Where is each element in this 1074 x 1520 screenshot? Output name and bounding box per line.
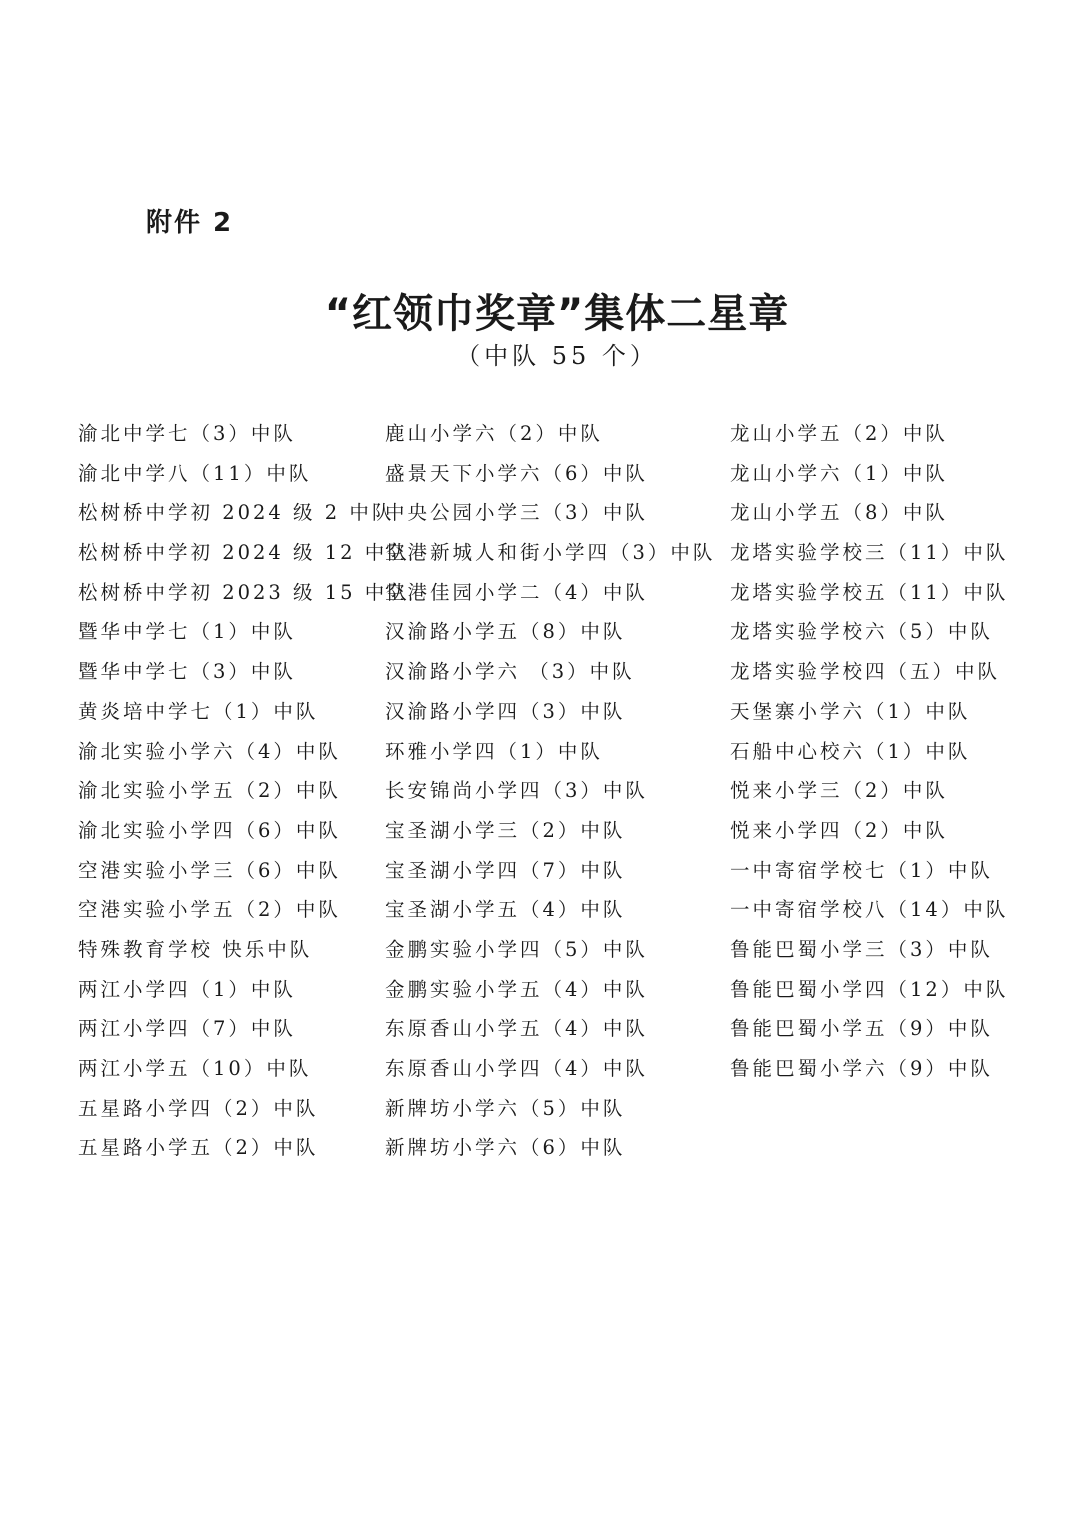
squadron-list-item: 宝圣湖小学四（7）中队 (385, 858, 626, 882)
squadron-list-item: 龙山小学六（1）中队 (730, 461, 948, 485)
squadron-list-item: 渝北实验小学四（6）中队 (78, 818, 341, 842)
squadron-list-item: 中央公园小学三（3）中队 (385, 501, 648, 525)
attachment-label: 附件 2 (146, 208, 234, 238)
squadron-list-item: 金鹏实验小学四（5）中队 (385, 937, 648, 961)
squadron-list-item: 龙塔实验学校六（5）中队 (730, 620, 993, 644)
squadron-list-item: 鲁能巴蜀小学五（9）中队 (730, 1017, 993, 1041)
document-subtitle: （中队 55 个） (456, 342, 658, 370)
squadron-list-item: 天堡寨小学六（1）中队 (730, 699, 971, 723)
squadron-list-item: 暨华中学七（3）中队 (78, 660, 296, 684)
squadron-list-item: 东原香山小学四（4）中队 (385, 1057, 648, 1080)
squadron-list-item: 龙塔实验学校三（11）中队 (730, 541, 1009, 565)
squadron-list-item: 空港实验小学五（2）中队 (78, 898, 341, 922)
squadron-list-item: 汉渝路小学四（3）中队 (385, 699, 626, 723)
squadron-list-item: 五星路小学四（2）中队 (78, 1096, 319, 1120)
squadron-list-item: 鲁能巴蜀小学六（9）中队 (730, 1057, 993, 1080)
document-title: “红领巾奖章”集体二星章 (324, 291, 790, 337)
squadron-list-item: 龙塔实验学校四（五）中队 (730, 660, 1001, 684)
squadron-list-item: 环雅小学四（1）中队 (385, 739, 603, 763)
squadron-list-item: 松树桥中学初 2024 级 2 中队 (78, 501, 395, 525)
squadron-list-item: 龙山小学五（2）中队 (730, 422, 948, 445)
squadron-list-column-3 (730, 418, 1008, 1093)
squadron-list-item: 松树桥中学初 2024 级 12 中队 (78, 541, 410, 565)
squadron-list-item: 宝圣湖小学三（2）中队 (385, 818, 626, 842)
squadron-list-item: 悦来小学三（2）中队 (730, 779, 948, 803)
squadron-list-item: 五星路小学五（2）中队 (78, 1136, 319, 1160)
squadron-list-item: 空港佳园小学二（4）中队 (385, 580, 648, 604)
squadron-list-item: 暨华中学七（1）中队 (78, 620, 296, 644)
squadron-list-item: 鲁能巴蜀小学三（3）中队 (730, 937, 993, 961)
squadron-list-item: 龙塔实验学校五（11）中队 (730, 580, 1009, 604)
squadron-list-item: 东原香山小学五（4）中队 (385, 1017, 648, 1041)
squadron-list-item: 渝北中学八（11）中队 (78, 461, 312, 485)
squadron-list-item: 松树桥中学初 2023 级 15 中队 (78, 580, 410, 604)
squadron-list-column-2 (385, 418, 715, 1172)
squadron-list-item: 渝北实验小学五（2）中队 (78, 779, 341, 803)
squadron-list-column-1 (78, 418, 410, 1172)
squadron-list-item: 盛景天下小学六（6）中队 (385, 461, 648, 485)
squadron-list-item: 悦来小学四（2）中队 (730, 818, 948, 842)
squadron-list-item: 汉渝路小学五（8）中队 (385, 620, 626, 644)
squadron-list-item: 渝北中学七（3）中队 (78, 422, 296, 445)
squadron-list-item: 新牌坊小学六（5）中队 (385, 1096, 626, 1120)
squadron-list-item: 汉渝路小学六 （3）中队 (385, 660, 635, 684)
squadron-list-item: 龙山小学五（8）中队 (730, 501, 948, 525)
squadron-list-item: 渝北实验小学六（4）中队 (78, 739, 341, 763)
squadron-list-item: 空港实验小学三（6）中队 (78, 858, 341, 882)
squadron-list-item: 两江小学四（1）中队 (78, 977, 296, 1001)
squadron-list-item: 石船中心校六（1）中队 (730, 739, 971, 763)
squadron-list-item: 长安锦尚小学四（3）中队 (385, 779, 648, 803)
squadron-list-item: 两江小学四（7）中队 (78, 1017, 296, 1041)
squadron-list-item: 一中寄宿学校八（14）中队 (730, 898, 1009, 922)
squadron-list-item: 两江小学五（10）中队 (78, 1057, 312, 1080)
squadron-list-item: 特殊教育学校 快乐中队 (78, 937, 313, 961)
squadron-list-item: 黄炎培中学七（1）中队 (78, 699, 319, 723)
squadron-list-item: 鹿山小学六（2）中队 (385, 422, 603, 445)
squadron-list-item: 鲁能巴蜀小学四（12）中队 (730, 977, 1009, 1001)
squadron-list-item: 金鹏实验小学五（4）中队 (385, 977, 648, 1001)
squadron-list-item: 新牌坊小学六（6）中队 (385, 1136, 626, 1160)
squadron-list-item: 空港新城人和街小学四（3）中队 (385, 541, 716, 565)
squadron-list-item: 一中寄宿学校七（1）中队 (730, 858, 993, 882)
squadron-list-item: 宝圣湖小学五（4）中队 (385, 898, 626, 922)
